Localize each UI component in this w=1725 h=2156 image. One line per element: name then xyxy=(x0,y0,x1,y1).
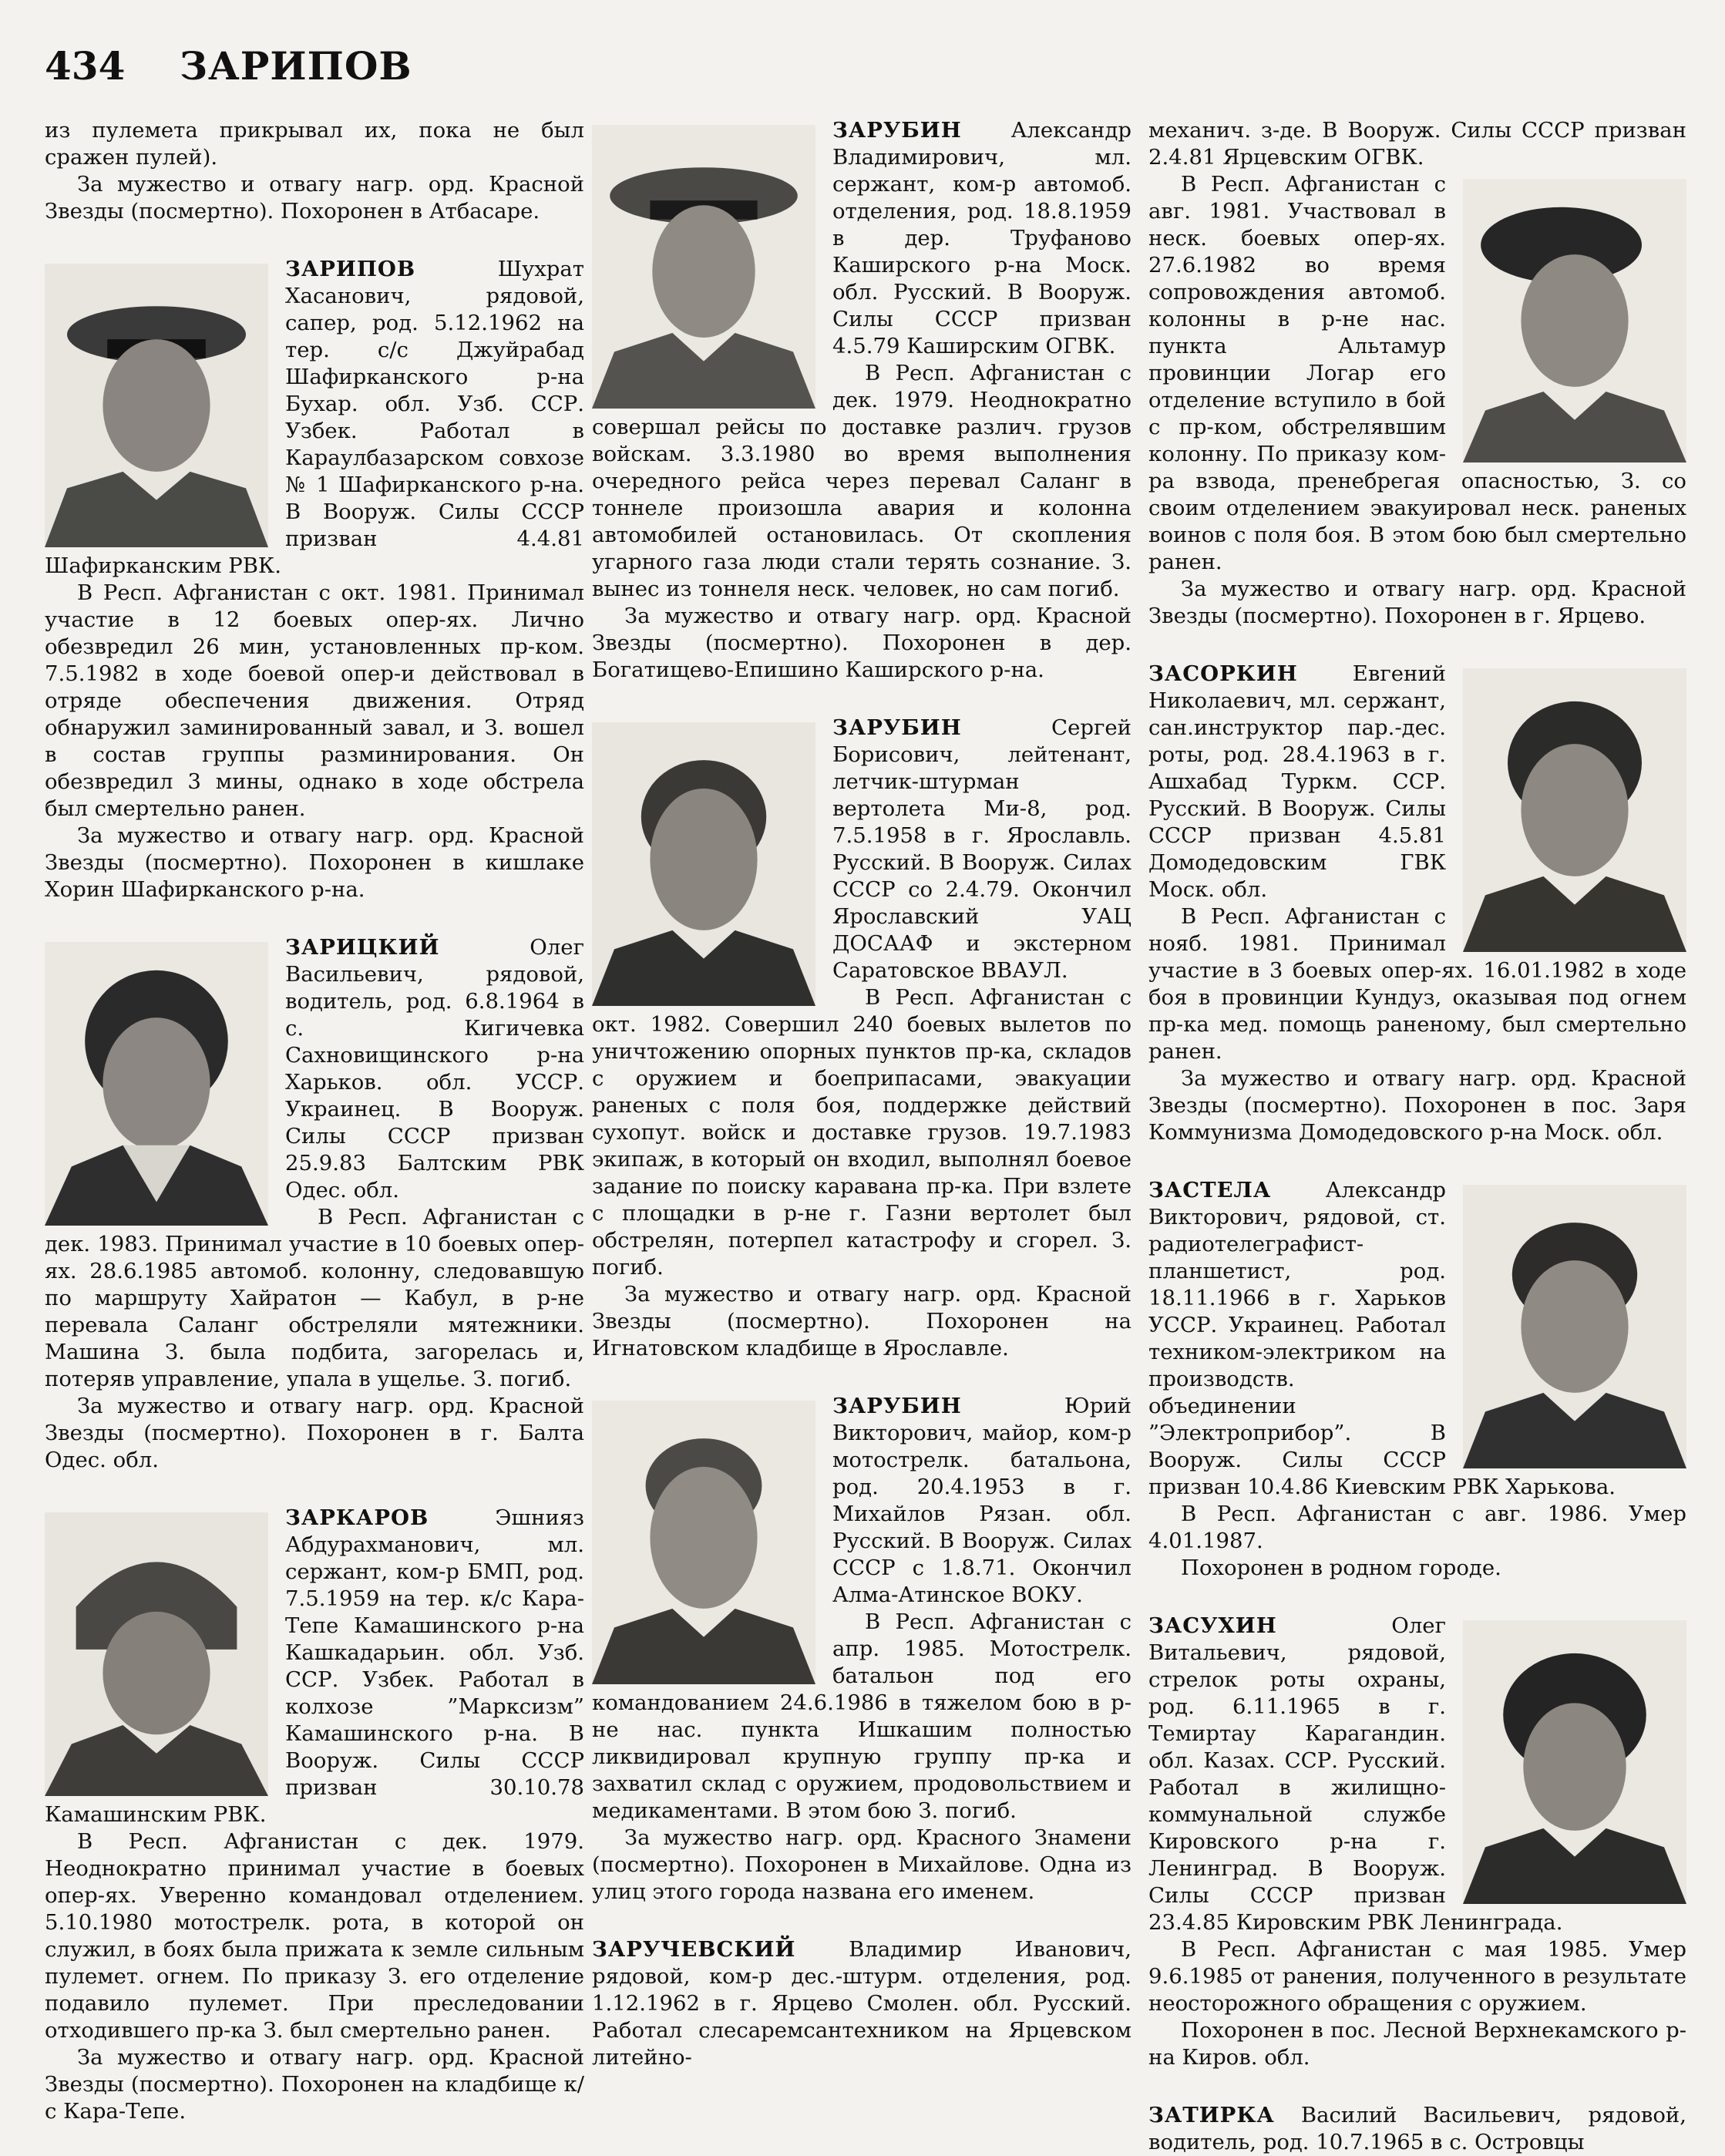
entry-award: За мужество и отвагу нагр. орд. Красной Звезды (посмертно). Похоронен на Игнатовском кладбище в Ярославле. xyxy=(592,1282,1132,1361)
entry-continuation xyxy=(45,117,584,225)
entry-text: В Респ. Афганистан с авг. 1981. Участвовал в неск. боевых опер-ях. 27.6.1982 во время сопровождения автомоб. колонны в р-не нас. пункта Альтамур провинции Логар его отделение вступило в бой с пр-ком, обстрелявшим колонну. По приказу ком-ра взвода, пренебрегая опасностью, З. со своим отделением эвакуировал неск. раненых воинов с поля боя. В этом бою был смертельно ранен. xyxy=(1148,172,1686,574)
entry-text: Олег Витальевич, рядовой, стрелок роты охраны, род. 6.11.1965 в г. Темиртау Карагандин. обл. Казах. ССР. Русский. Работал в жилищно-коммунальной службе Кировского р-на г. Ленинград. В Вооруж. Силы СССР призван 23.4.85 Кировским РВК Ленинграда. xyxy=(1148,1613,1563,1935)
entry-text: В Респ. Афганистан с окт. 1982. Совершил 240 боевых вылетов по уничтожению опорных пунктов пр-ка, складов с оружием и боеприпасами, эвакуации раненых с поля боя, поддержке действий сухопут. войск и доставке грузов. 19.7.1983 экипаж, в который он входил, выполнял боевое задание по поиску каравана пр-ка. При взлете с площадки в р-не г. Газни вертолет был обстрелян, потерпел катастрофу и сгорел. З. погиб. xyxy=(592,985,1132,1280)
entry-zaruchevsky xyxy=(592,1936,1132,2071)
entry-zarubin-yu xyxy=(592,1393,1132,1905)
entry-surname: ЗАСОРКИН xyxy=(1148,661,1298,686)
entry-text: Шухрат Хасанович, рядовой, сапер, род. 5.12.1962 на тер. с/с Джуйрабад Шафирканского р-на Бухар. обл. Узб. ССР. Узбек. Работал в Караулбазарском совхозе № 1 Шафирканского р-на. В Вооруж. Силы СССР призван 4.4.81 Шафирканским РВК. xyxy=(45,257,584,578)
entry-award: За мужество и отвагу нагр. орд. Красной Звезды (посмертно). Похоронен на кладбище к/с Кара-Тепе. xyxy=(45,2045,584,2124)
entry-surname: ЗАСТЕЛА xyxy=(1148,1178,1272,1202)
entry-zarkarov xyxy=(45,1505,584,2125)
entry-text: механич. з-де. В Вооруж. Силы СССР призван 2.4.81 Ярцевским ОГВК. xyxy=(1148,118,1686,170)
entry-zastela xyxy=(1148,1177,1686,1582)
entry-text: В Респ. Афганистан с дек. 1983. Принимал участие в 10 боевых опер-ях. 28.6.1985 автомоб. колонну, следовавшую по маршруту Хайратон — Кабул, в р-не перевала Саланг обстреляли мятежники. Машина З. была подбита, загорелась и, потеряв управление, упала в ущелье. З. погиб. xyxy=(45,1205,584,1391)
entry-text: В Респ. Афганистан с мая 1985. Умер 9.6.1985 от ранения, полученного в результате неосторожного обращения с оружием. xyxy=(1148,1937,1686,2016)
entry-text: В Респ. Афганистан с дек. 1979. Неоднократно совершал рейсы по доставке различ. грузов войскам. 3.3.1980 во время выполнения очередного рейса через перевал Саланг в тоннеле произошла авария и колонна автомобилей остановилась. От скопления угарного газа люди стали терять сознание. З. вынес из тоннеля неск. человек, но сам погиб. xyxy=(592,361,1132,601)
entry-text: Александр Владимирович, мл. сержант, ком-р автомоб. отделения, род. 18.8.1959 в дер. Труфаново Каширского р-на Моск. обл. Русский. В Вооруж. Силы СССР призван 4.5.79 Каширским ОГВК. xyxy=(832,118,1132,358)
entry-surname: ЗАРКАРОВ xyxy=(285,1505,429,1530)
entry-text: Василий Васильевич, рядовой, водитель, род. 10.7.1965 в с. Островцы xyxy=(1148,2103,1686,2154)
portrait-photo xyxy=(592,1401,815,1684)
running-head: ЗАРИПОВ xyxy=(180,43,412,89)
entry-zarubin-s xyxy=(592,715,1132,1362)
entry-text: из пулемета прикрывал их, пока не был сражен пулей). xyxy=(45,118,584,170)
portrait-photo xyxy=(592,125,815,409)
entry-zasukhin xyxy=(1148,1613,1686,2071)
entry-surname: ЗАТИРКА xyxy=(1148,2103,1275,2127)
entry-award: За мужество и отвагу нагр. орд. Красной Звезды (посмертно). Похоронен в кишлаке Хорин Шафирканского р-на. xyxy=(45,823,584,902)
portrait-photo xyxy=(1463,1185,1686,1468)
entry-award: За мужество и отвагу нагр. орд. Красной Звезды (посмертно). Похоронен в дер. Богатищево-Епишино Каширского р-на. xyxy=(592,604,1132,682)
entry-award: За мужество и отвагу нагр. орд. Красной Звезды (посмертно). Похоронен в Атбасаре. xyxy=(45,172,584,224)
entry-zaripov xyxy=(45,256,584,903)
page-number: 434 xyxy=(45,43,126,89)
entry-surname: ЗАРУБИН xyxy=(832,118,962,143)
column-2 xyxy=(592,117,1132,2098)
entry-surname: ЗАСУХИН xyxy=(1148,1613,1277,1638)
entry-text: Александр Викторович, рядовой, ст. радиотелеграфист-планшетист, род. 18.11.1966 в г. Харьков УССР. Украинец. Работал техником-электриком на производств. объединении ”Электроприбор”. В Вооруж. Силы СССР призван 10.4.86 Киевским РВК Харькова. xyxy=(1148,1178,1616,1499)
portrait-photo xyxy=(1463,179,1686,462)
entry-zatirka xyxy=(1148,2102,1686,2156)
entry-award: За мужество и отвагу нагр. орд. Красной Звезды (посмертно). Похоронен в г. Балта Одес. обл. xyxy=(45,1394,584,1472)
entry-text: В Респ. Афганистан с апр. 1985. Мотострелк. батальон под его командованием 24.6.1986 в тяжелом бою в р-не нас. пункта Ишкашим полностью ликвидировал крупную группу пр-ка и захватил склад с оружием, продовольствием и медикаментами. В этом бою З. погиб. xyxy=(592,1609,1132,1823)
portrait-photo xyxy=(45,264,268,547)
portrait-photo xyxy=(1463,1620,1686,1904)
entry-surname: ЗАРИПОВ xyxy=(285,257,416,281)
portrait-photo xyxy=(592,722,815,1006)
entry-text: В Респ. Афганистан с нояб. 1981. Принимал участие в 3 боевых опер-ях. 16.01.1982 в ходе боя в провинции Кундуз, оказывая под огнем пр-ка мед. помощь раненому, был смертельно ранен. xyxy=(1148,904,1686,1064)
entry-text: Похоронен в пос. Лесной Верхнекамского р-на Киров. обл. xyxy=(1148,2018,1686,2070)
entry-text: Эшнияз Абдурахманович, мл. сержант, ком-р БМП, род. 7.5.1959 на тер. к/с Кара-Тепе Камашинского р-на Кашкадарьин. обл. Узб. ССР. Узбек. Работал в колхозе ”Марксизм” Камашинского р-на. В Вооруж. Силы СССР призван 30.10.78 Камашинским РВК. xyxy=(45,1505,584,1827)
entry-text: Юрий Викторович, майор, ком-р мотострелк. батальона, род. 20.4.1953 в г. Михайлов Рязан. обл. Русский. В Вооруж. Силах СССР с 1.8.71. Окончил Алма-Атинское ВОКУ. xyxy=(832,1394,1132,1607)
entry-zarubin-a xyxy=(592,117,1132,684)
portrait-photo xyxy=(45,1512,268,1796)
portrait-photo xyxy=(45,942,268,1226)
entry-text: Похоронен в родном городе. xyxy=(1181,1556,1501,1580)
entry-text: В Респ. Афганистан с авг. 1986. Умер 4.01.1987. xyxy=(1148,1502,1686,1553)
entry-text: В Респ. Афганистан с окт. 1981. Принимал участие в 12 боевых опер-ях. Лично обезвредил 26 мин, установленных пр-ком. 7.5.1982 в ходе боевой опер-и действовал в отряде обеспечения движения. Отряд обнаружил заминированный завал, и З. вошел в состав группы разминирования. Он обезвредил 3 мины, однако в ходе обстрела был смертельно ранен. xyxy=(45,580,584,821)
entry-surname: ЗАРУБИН xyxy=(832,1394,962,1418)
entry-zasorkin xyxy=(1148,661,1686,1146)
entry-award: За мужество и отвагу нагр. орд. Красной Звезды (посмертно). Похоронен в г. Ярцево. xyxy=(1148,577,1686,628)
entry-text: Сергей Борисович, лейтенант, летчик-штурман вертолета Ми-8, род. 7.5.1958 в г. Ярославль. Русский. В Вооруж. Силах СССР со 2.4.79. Окончил Ярославский УАЦ ДОСААФ и экстерном Саратовское ВВАУЛ. xyxy=(832,715,1132,983)
entry-surname: ЗАРУБИН xyxy=(832,715,962,740)
entry-zaritsky xyxy=(45,934,584,1474)
entry-surname: ЗАРУЧЕВСКИЙ xyxy=(592,1937,796,1962)
entry-award: За мужество и отвагу нагр. орд. Красной Звезды (посмертно). Похоронен в пос. Заря Коммунизма Домодедовского р-на Моск. обл. xyxy=(1148,1066,1686,1145)
entry-continuation xyxy=(1148,117,1686,630)
entry-award: За мужество нагр. орд. Красного Знамени (посмертно). Похоронен в Михайлове. Одна из улиц этого города названа его именем. xyxy=(592,1825,1132,1904)
entry-surname: ЗАРИЦКИЙ xyxy=(285,935,440,960)
entry-text: Олег Васильевич, рядовой, водитель, род. 6.8.1964 в с. Кигичевка Сахновищинского р-на Харьков. обл. УССР. Украинец. В Вооруж. Силы СССР призван 25.9.83 Балтским РВК Одес. обл. xyxy=(285,935,584,1202)
entry-text: Евгений Николаевич, мл. сержант, сан.инструктор пар.-дес. роты, род. 28.4.1963 в г. Ашхабад Туркм. ССР. Русский. В Вооруж. Силы СССР призван 4.5.81 Домодедовским ГВК Моск. обл. xyxy=(1148,661,1446,902)
entry-text: Владимир Иванович, рядовой, ком-р дес.-штурм. отделения, род. 1.12.1962 в г. Ярцево Смолен. обл. Русский. Работал слесаремсантехником на Ярцевском литейно- xyxy=(592,1937,1132,2070)
entry-text: В Респ. Афганистан с дек. 1979. Неоднократно принимал участие в боевых опер-ях. Уверенно командовал отделением. 5.10.1980 мотострелк. рота, в которой он служил, в боях была прижата к земле сильным пулемет. огнем. По приказу З. его отделение подавило пулемет. При преследовании отходившего пр-ка З. был смертельно ранен. xyxy=(45,1829,584,2043)
portrait-photo xyxy=(1463,668,1686,952)
column-1 xyxy=(45,117,584,2124)
column-3 xyxy=(1148,117,1686,2154)
